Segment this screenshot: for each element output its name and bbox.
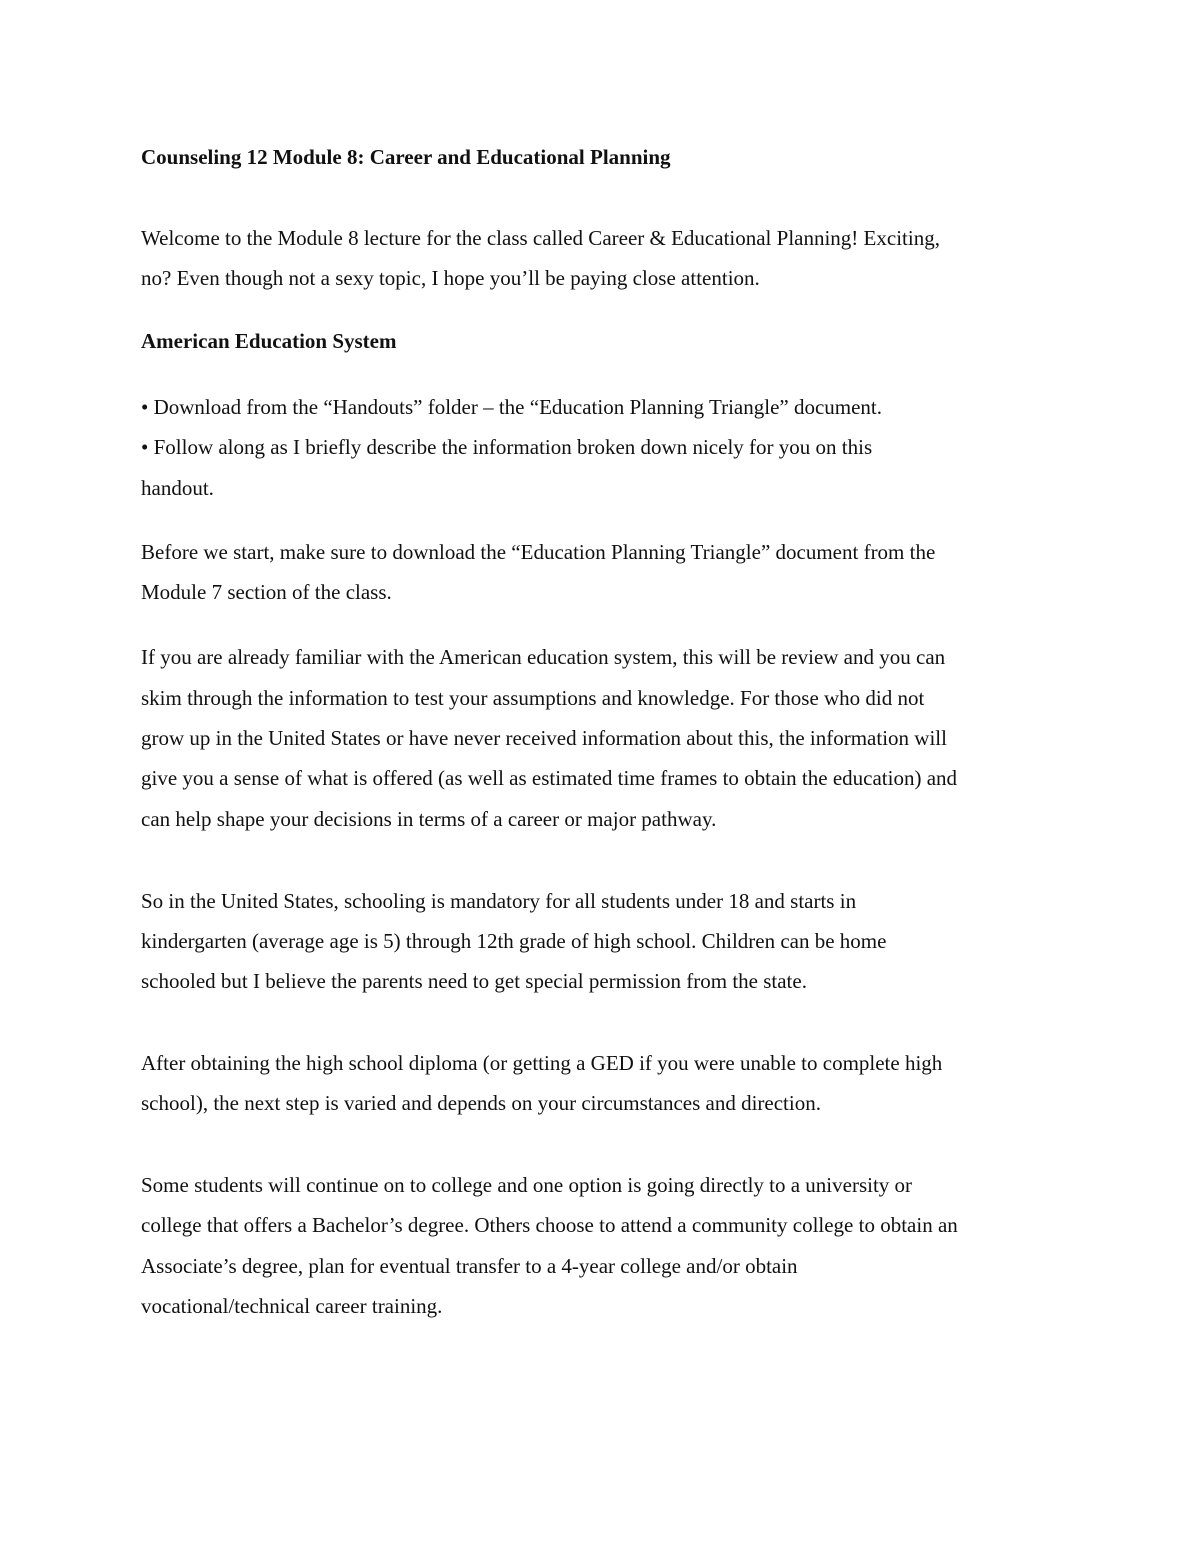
document-title: Counseling 12 Module 8: Career and Educational Planning bbox=[141, 145, 671, 169]
para-college-line-1: Some students will continue on to college and one option is going directly to a university or bbox=[141, 1173, 913, 1197]
para-after-diploma-line-1: After obtaining the high school diploma (or getting a GED if you were unable to complete high bbox=[141, 1051, 943, 1075]
para-after-diploma-line-2: school), the next step is varied and depends on your circumstances and direction. bbox=[141, 1091, 821, 1115]
section-heading: American Education System bbox=[141, 329, 397, 353]
para-college-line-3: Associate’s degree, plan for eventual transfer to a 4-year college and/or obtain bbox=[141, 1254, 798, 1278]
para-familiar-line-5: can help shape your decisions in terms of a career or major pathway. bbox=[141, 807, 717, 831]
bullet-item-1: • Download from the “Handouts” folder – the “Education Planning Triangle” document. bbox=[141, 395, 883, 419]
para-before-start-line-2: Module 7 section of the class. bbox=[141, 580, 392, 604]
para-schooling-line-3: schooled but I believe the parents need to get special permission from the state. bbox=[141, 969, 807, 993]
bullet-item-2-line-1: • Follow along as I briefly describe the information broken down nicely for you on this bbox=[141, 435, 873, 459]
para-familiar-line-2: skim through the information to test your assumptions and knowledge. For those who did not bbox=[141, 686, 925, 710]
intro-line-2: no? Even though not a sexy topic, I hope you’ll be paying close attention. bbox=[141, 266, 760, 290]
para-familiar-line-3: grow up in the United States or have never received information about this, the information will bbox=[141, 726, 947, 750]
intro-line-1: Welcome to the Module 8 lecture for the class called Career & Educational Planning! Exciting, bbox=[141, 226, 940, 250]
para-schooling-line-1: So in the United States, schooling is mandatory for all students under 18 and starts in bbox=[141, 889, 857, 913]
bullet-item-2-line-2: handout. bbox=[141, 476, 214, 500]
para-familiar-line-1: If you are already familiar with the American education system, this will be review and you can bbox=[141, 645, 946, 669]
para-familiar-line-4: give you a sense of what is offered (as well as estimated time frames to obtain the education) and bbox=[141, 766, 958, 790]
para-college-line-4: vocational/technical career training. bbox=[141, 1294, 443, 1318]
para-college-line-2: college that offers a Bachelor’s degree. Others choose to attend a community college to obtain an bbox=[141, 1213, 958, 1237]
para-before-start-line-1: Before we start, make sure to download the “Education Planning Triangle” document from the bbox=[141, 540, 936, 564]
para-schooling-line-2: kindergarten (average age is 5) through 12th grade of high school. Children can be home bbox=[141, 929, 887, 953]
